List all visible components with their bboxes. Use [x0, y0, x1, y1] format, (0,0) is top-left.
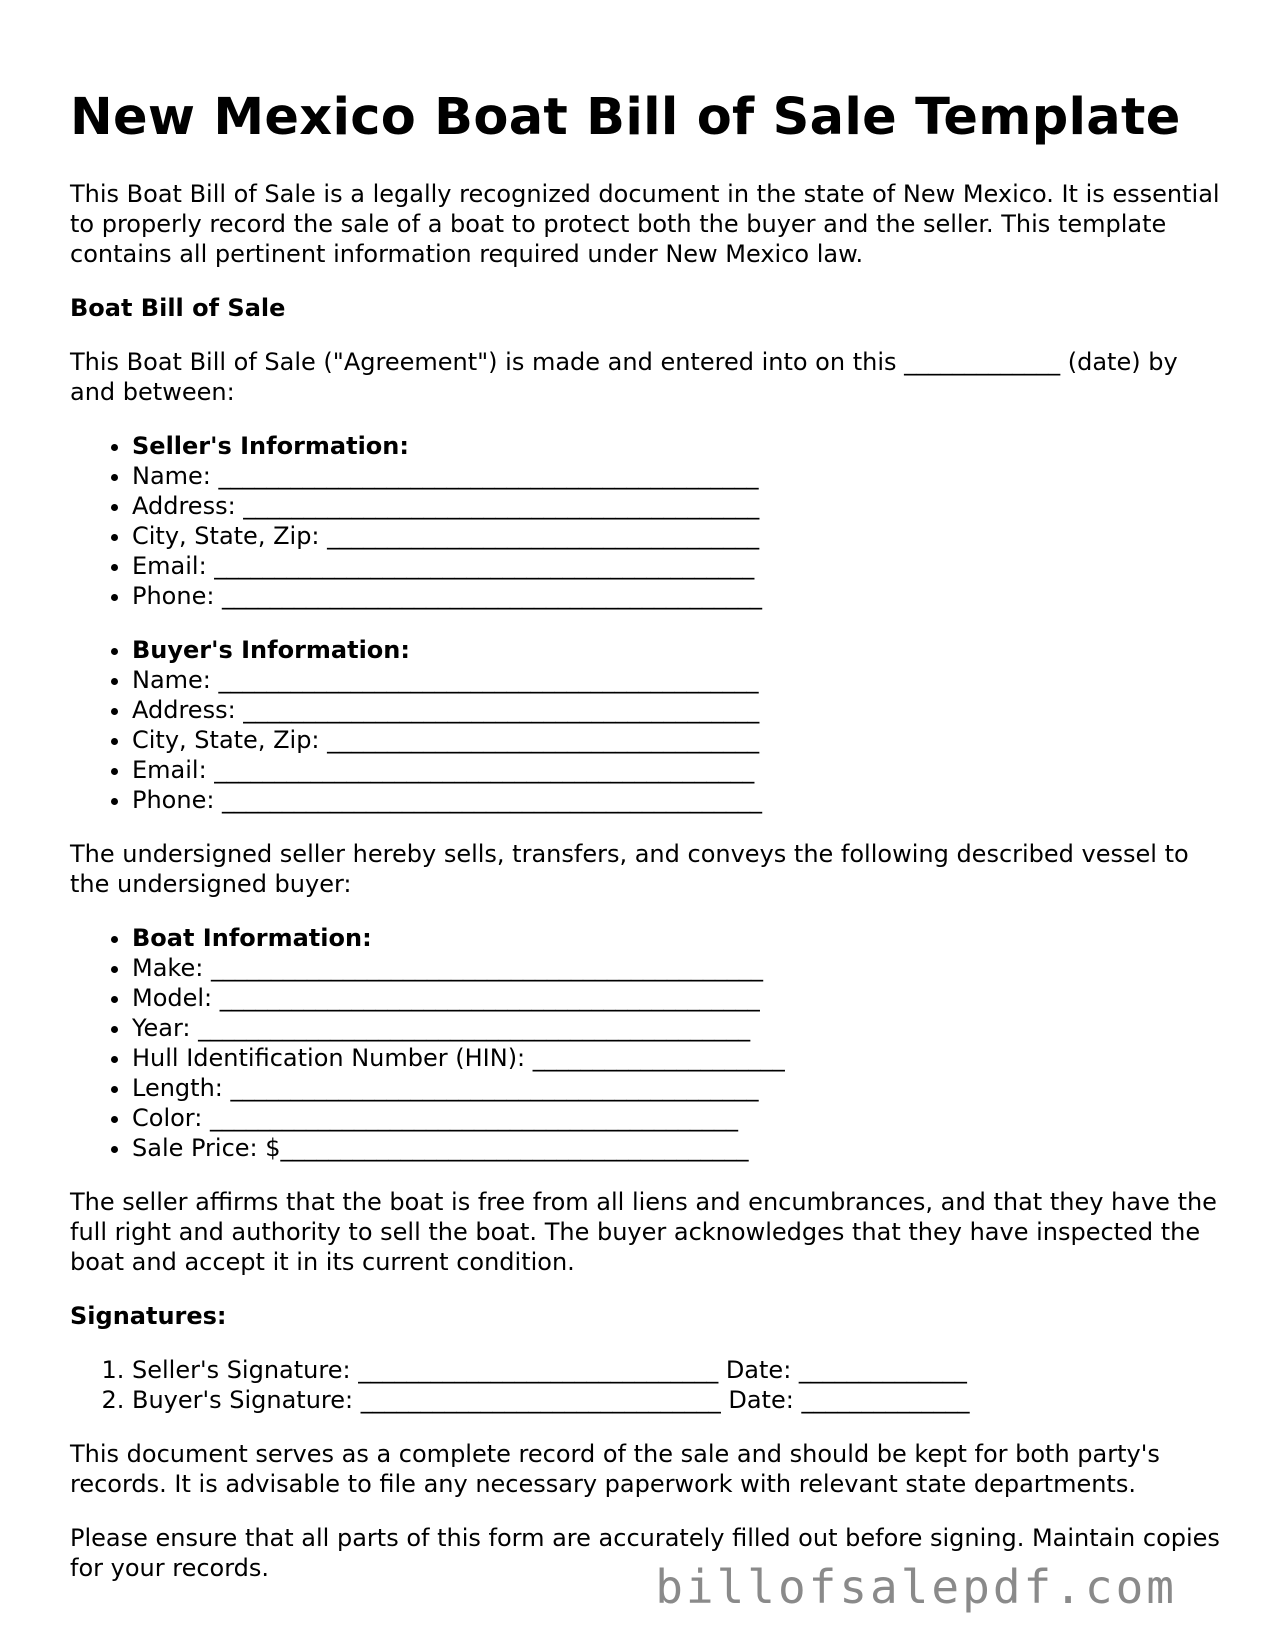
- buyer-phone-field: • Phone: _____________________________________________: [132, 785, 1220, 815]
- buyer-heading: • Buyer's Information:: [132, 635, 1220, 665]
- buyer-email-field: • Email: _____________________________________________: [132, 755, 1220, 785]
- closing-paragraph-records: This document serves as a complete record of the sale and should be kept for both party's records. It is advisable to file any necessary paperwork with relevant state departments.: [70, 1440, 1160, 1498]
- transfer-paragraph: The undersigned seller hereby sells, transfers, and conveys the following described vessel to the undersigned buyer:: [70, 840, 1189, 898]
- document-page: [70, 88, 1220, 1607]
- section-heading: Boat Bill of Sale: [70, 294, 286, 322]
- seller-phone-field: • Phone: _____________________________________________: [132, 581, 1220, 611]
- watermark: billofsalepdf.com: [655, 1560, 1177, 1614]
- boat-heading: • Boat Information:: [132, 923, 1220, 953]
- seller-email-field: • Email: _____________________________________________: [132, 551, 1220, 581]
- affirmation-paragraph: The seller affirms that the boat is free from all liens and encumbrances, and that they have the full right and authority to sell the boat. The buyer acknowledges that they have inspected the boat and accept it in its current condition.: [70, 1188, 1217, 1276]
- boat-make-field: • Make: ______________________________________________: [132, 953, 1220, 983]
- seller-name-field: • Name: _____________________________________________: [132, 461, 1220, 491]
- boat-color-field: • Color: ____________________________________________: [132, 1103, 1220, 1133]
- intro-paragraph: This Boat Bill of Sale is a legally recognized document in the state of New Mexico. It is essential to properly record the sale of a boat to protect both the buyer and the seller. This template contains all pertinent information required under New Mexico law.: [70, 180, 1220, 268]
- signatures-list: [70, 1355, 1220, 1415]
- page-title: New Mexico Boat Bill of Sale Template: [70, 88, 1181, 147]
- boat-year-field: • Year: ______________________________________________: [132, 1013, 1220, 1043]
- seller-signature-line: 1. Seller's Signature: ______________________________ Date: ______________: [132, 1355, 1220, 1385]
- seller-city-state-zip-field: • City, State, Zip: ____________________________________: [132, 521, 1220, 551]
- buyer-information-list: [70, 635, 1220, 815]
- buyer-city-state-zip-field: • City, State, Zip: ____________________________________: [132, 725, 1220, 755]
- agreement-paragraph: This Boat Bill of Sale ("Agreement") is made and entered into on this _____________ (date) by and between:: [70, 348, 1178, 406]
- boat-length-field: • Length: ____________________________________________: [132, 1073, 1220, 1103]
- buyer-signature-line: 2. Buyer's Signature: ______________________________ Date: ______________: [132, 1385, 1220, 1415]
- buyer-address-field: • Address: ___________________________________________: [132, 695, 1220, 725]
- boat-information-list: [70, 923, 1220, 1163]
- boat-sale-price-field: • Sale Price: $_______________________________________: [132, 1133, 1220, 1163]
- boat-hin-field: • Hull Identification Number (HIN): _____________________: [132, 1043, 1220, 1073]
- signatures-heading: Signatures:: [70, 1302, 227, 1330]
- buyer-name-field: • Name: _____________________________________________: [132, 665, 1220, 695]
- seller-heading: • Seller's Information:: [132, 431, 1220, 461]
- boat-model-field: • Model: _____________________________________________: [132, 983, 1220, 1013]
- seller-information-list: [70, 431, 1220, 611]
- closing-paragraph-ensure: Please ensure that all parts of this form are accurately filled out before signing. Maintain copies for your records.: [70, 1524, 1220, 1582]
- seller-address-field: • Address: ___________________________________________: [132, 491, 1220, 521]
